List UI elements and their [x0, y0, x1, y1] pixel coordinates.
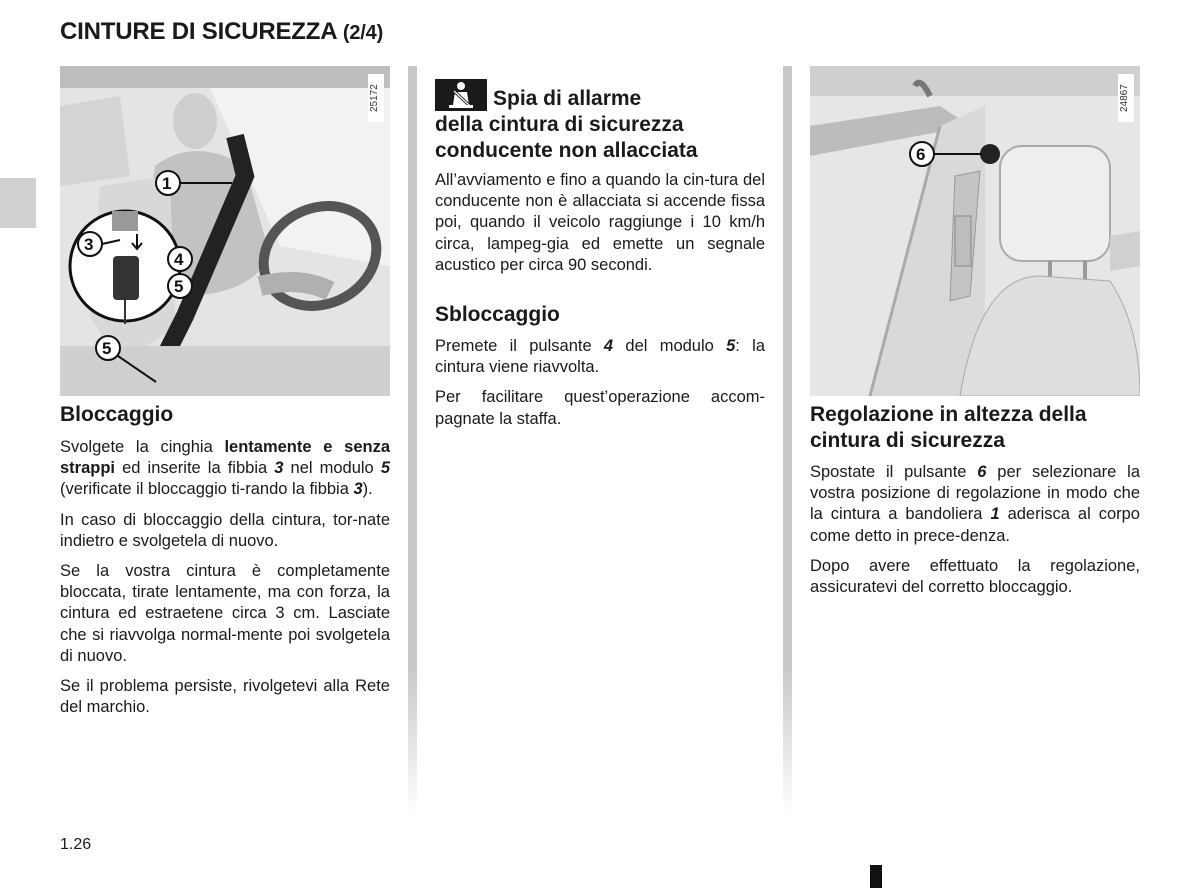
column-divider — [408, 66, 417, 816]
paragraph: Spostate il pulsante 6 per selezionare la vostra posizione di regolazione in modo che la cintura a bandoliera 1 aderisca al corpo come detto in prece-denza. — [810, 463, 1140, 545]
section-heading-sbloccaggio: Sbloccaggio — [435, 303, 560, 327]
paragraph: Svolgete la cinghia lentamente e senza strappi ed inserite la fibbia 3 nel modulo 5 (verificate il bloccaggio ti-rando la fibbia 3). — [60, 438, 390, 499]
section-heading-bloccaggio: Bloccaggio — [60, 403, 174, 426]
callout-5: 5 — [102, 339, 112, 358]
section-heading-regolazione: Regolazione in altezza della cintura di sicurezza — [810, 403, 1087, 452]
page-number: 1.26 — [60, 836, 92, 853]
page-title: CINTURE DI SICUREZZA (2/4) — [60, 18, 384, 45]
paragraph: Se il problema persiste, rivolgetevi alla Rete del marchio. — [60, 677, 390, 717]
callout-1: 1 — [162, 174, 172, 193]
callout-5: 5 — [174, 277, 184, 296]
seated-driver-seatbelt-illustration — [60, 66, 390, 396]
callout-4: 4 — [174, 250, 184, 269]
paragraph: Per facilitare quest’operazione accom-pagnate la staffa. — [435, 388, 765, 428]
seatbelt-warning-icon — [435, 79, 487, 111]
chapter-tab — [0, 178, 36, 228]
paragraph: Premete il pulsante 4 del modulo 5: la cintura viene riavvolta. — [435, 337, 765, 377]
seatbelt-height-adjuster-illustration — [810, 66, 1140, 396]
column-divider — [783, 66, 792, 816]
paragraph: Dopo avere effettuato la regolazione, assicuratevi del corretto bloccaggio. — [810, 556, 1140, 597]
paragraph: In caso di bloccaggio della cintura, tor-nate indietro e svolgetela di nuovo. — [60, 510, 390, 550]
paragraph: All’avviamento e fino a quando la cin-tura del conducente non è allacciata si accende fissa poi, quando il veicolo raggiunge i 10 km/h circa, lampeg-gia ed emette un segnale acustico per circa 90 secondi. — [435, 171, 765, 274]
section-heading-spia: Spia di allarme della cintura di sicurezza conducente non allacciata — [435, 79, 765, 164]
figure-ref-number: 25172 — [368, 74, 384, 122]
paragraph: Se la vostra cintura è completamente bloccata, tirate lentamente, ma con forza, la cintura ed estraetene circa 3 cm. Lasciate che si riavvolga normal-mente poi svolgetela di nuovo. — [60, 562, 390, 665]
callout-3: 3 — [84, 235, 94, 254]
page-title-part: (2/4) — [342, 22, 384, 44]
footer-marker — [870, 865, 882, 888]
figure-ref-number: 24867 — [1118, 74, 1134, 122]
callout-6: 6 — [916, 145, 926, 164]
